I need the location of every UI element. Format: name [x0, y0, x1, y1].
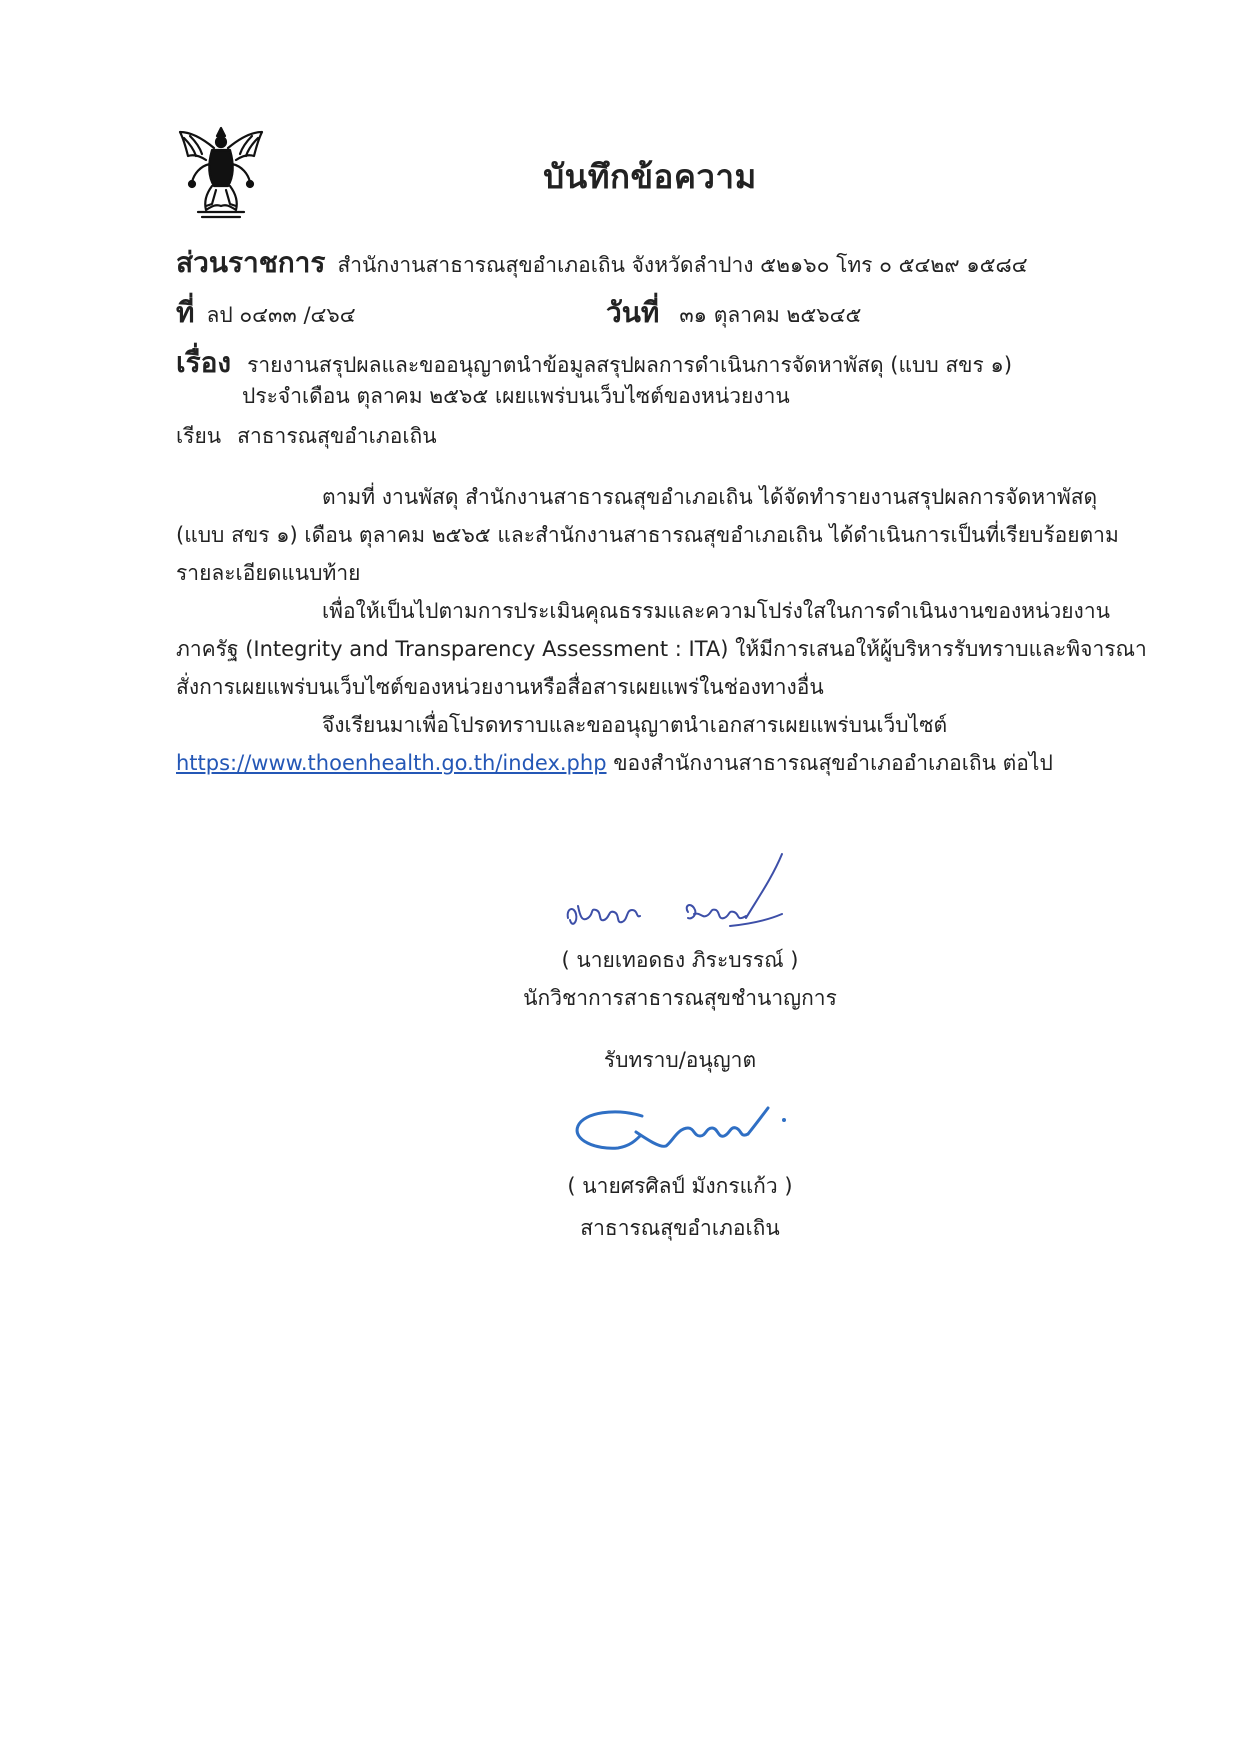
to-value: สาธารณสุขอำเภอเถิน: [237, 424, 437, 448]
subject-line-2: ประจำเดือน ตุลาคม ๒๕๖๕ เผยแพร่บนเว็บไซต์ของหน่วยงาน: [242, 384, 790, 408]
signer-2-name: ( นายศรศิลป์ มังกรแก้ว ): [567, 1174, 793, 1198]
date-line: [606, 296, 861, 330]
agency-line: [176, 246, 1028, 280]
p3-line-2: [176, 751, 1120, 776]
approval-text: รับทราบ/อนุญาต: [603, 1048, 757, 1072]
p1-line-1: ตามที่ งานพัสดุ สำนักงานสาธารณสุขอำเภอเถิน ได้จัดทำรายงานสรุปผลการจัดหาพัสดุ: [322, 485, 1098, 509]
website-link[interactable]: https://www.thoenhealth.go.th/index.php: [176, 751, 607, 775]
p3-tail: ของสำนักงานสาธารณสุขอำเภออำเภอเถิน ต่อไป: [606, 751, 1053, 775]
memo-title: บันทึกข้อความ: [543, 157, 757, 196]
p3-line-1: จึงเรียนมาเพื่อโปรดทราบและขออนุญาตนำเอกสารเผยแพร่บนเว็บไซต์: [322, 713, 948, 737]
subject-line-1: [176, 346, 1012, 380]
garuda-emblem-icon: [176, 124, 266, 222]
signer-1-name: ( นายเทอดธง ภิระบรรณ์ ): [561, 948, 799, 972]
p1-line-3: รายละเอียดแนบท้าย: [176, 561, 361, 585]
signer-1-position: นักวิชาการสาธารณสุขชำนาญการ: [523, 986, 837, 1010]
p2-line-2: ภาครัฐ (Integrity and Transparency Assessment : ITA) ให้มีการเสนอให้ผู้บริหารรับทราบและพิจารณา: [176, 637, 1147, 661]
p2-line-3: สั่งการเผยแพร่บนเว็บไซต์ของหน่วยงานหรือสื่อสารเผยแพร่ในช่องทางอื่น: [176, 675, 824, 699]
date-value: ๓๑ ตุลาคม ๒๕๖๔๕: [679, 303, 862, 327]
signature-1-icon: [560, 848, 810, 958]
subject-text-1: รายงานสรุปผลและขออนุญาตนำข้อมูลสรุปผลการดำเนินการจัดหาพัสดุ (แบบ สขร ๑): [247, 353, 1013, 377]
subject-label: เรื่อง: [176, 346, 232, 379]
agency-value: สำนักงานสาธารณสุขอำเภอเถิน จังหวัดลำปาง ๕๒๑๖๐ โทร ๐ ๕๔๒๙ ๑๕๘๔: [337, 253, 1028, 277]
to-label: เรียน: [176, 424, 222, 448]
to-line: [176, 424, 437, 449]
signature-2-icon: [570, 1098, 800, 1168]
p2-line-1: เพื่อให้เป็นไปตามการประเมินคุณธรรมและความโปร่งใสในการดำเนินงานของหน่วยงาน: [322, 599, 1110, 623]
signer-2-position: สาธารณสุขอำเภอเถิน: [580, 1216, 780, 1240]
p1-line-2: (แบบ สขร ๑) เดือน ตุลาคม ๒๕๖๕ และสำนักงานสาธารณสุขอำเภอเถิน ได้ดำเนินการเป็นที่เรียบร้อยตาม: [176, 523, 1119, 547]
ref-line: [176, 296, 356, 330]
ref-value: ลป ๐๔๓๓ /๔๖๔: [206, 303, 356, 327]
agency-label: ส่วนราชการ: [176, 246, 326, 279]
date-label: วันที่: [606, 296, 660, 329]
ref-label: ที่: [176, 296, 195, 329]
